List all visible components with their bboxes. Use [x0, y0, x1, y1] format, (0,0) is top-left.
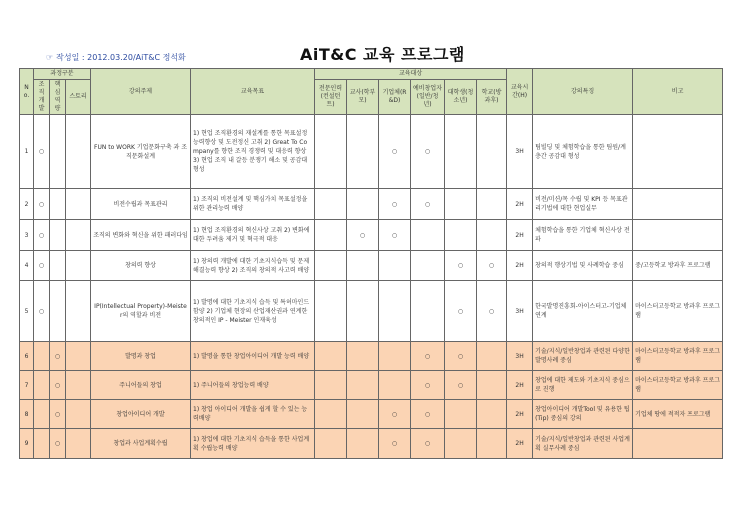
- cell-hours: 3H: [507, 342, 533, 371]
- cell-subject: 창의력 향상: [91, 251, 191, 281]
- col-subject: 강의주제: [91, 69, 191, 115]
- cell-univ: ○: [445, 251, 477, 281]
- col-cat-org: 조직개발: [34, 80, 50, 115]
- cell-univ: ○: [445, 281, 477, 342]
- cell-subject: 창업아이디어 개발: [91, 400, 191, 429]
- cell-univ: ○: [445, 371, 477, 400]
- cell-expert: [315, 115, 347, 189]
- cell-story: [66, 115, 91, 189]
- cell-univ: ○: [445, 342, 477, 371]
- cell-subject: FUN to WORK 기업문화구축 과 조직문화설계: [91, 115, 191, 189]
- cell-corp: [379, 251, 411, 281]
- cell-feature: 비전/미션/목 수립 및 KPI 등 목표관리기법에 대한 현업실무: [533, 189, 633, 220]
- cell-subject: 비전수립과 목표관리: [91, 189, 191, 220]
- cell-school: [477, 371, 507, 400]
- col-cat-core: 핵심역량: [50, 80, 66, 115]
- cell-core: [50, 251, 66, 281]
- cell-hours: 2H: [507, 371, 533, 400]
- col-target-teacher: 교사(학부모): [347, 80, 379, 115]
- cell-org: [34, 342, 50, 371]
- cell-note: [633, 220, 723, 251]
- cell-teacher: [347, 400, 379, 429]
- cell-univ: [445, 400, 477, 429]
- cell-school: ○: [477, 281, 507, 342]
- cell-teacher: [347, 281, 379, 342]
- cell-story: [66, 281, 91, 342]
- cell-hours: 2H: [507, 400, 533, 429]
- cell-story: [66, 400, 91, 429]
- cell-expert: [315, 400, 347, 429]
- col-target: 교육대상: [315, 69, 507, 80]
- col-target-school: 학교(방과후): [477, 80, 507, 115]
- table-row: [20, 429, 723, 459]
- cell-school: [477, 220, 507, 251]
- cell-feature: 기술/지식/일반창업과 관련된 사업계획 실무사례 중심: [533, 429, 633, 459]
- cell-founder: ○: [411, 429, 445, 459]
- cell-hours: 2H: [507, 429, 533, 459]
- cell-teacher: [347, 429, 379, 459]
- cell-no: 5: [20, 281, 34, 342]
- cell-no: 3: [20, 220, 34, 251]
- col-goal: 교육목표: [191, 69, 315, 115]
- cell-goal: 1) 조직의 비전설계 및 핵심가치 목표설정을 위한 관리능력 배양: [191, 189, 315, 220]
- cell-core: ○: [50, 400, 66, 429]
- col-target-univ: 대학생(청소년): [445, 80, 477, 115]
- cell-note: 기업체 땅에 적적자 프로그램: [633, 400, 723, 429]
- table-row: [20, 220, 723, 251]
- table-row: [20, 342, 723, 371]
- cell-subject: 발명과 창업: [91, 342, 191, 371]
- cell-hours: 3H: [507, 115, 533, 189]
- table-row: [20, 189, 723, 220]
- cell-org: [34, 371, 50, 400]
- cell-story: [66, 429, 91, 459]
- cell-school: ○: [477, 251, 507, 281]
- cell-teacher: [347, 251, 379, 281]
- cell-hours: 2H: [507, 220, 533, 251]
- cell-feature: 한국발명진흥회-아이스터고-기업체 연계: [533, 281, 633, 342]
- cell-school: [477, 189, 507, 220]
- cell-org: [34, 429, 50, 459]
- cell-hours: 3H: [507, 281, 533, 342]
- cell-org: ○: [34, 251, 50, 281]
- cell-corp: ○: [379, 429, 411, 459]
- cell-subject: 창업과 사업계획수립: [91, 429, 191, 459]
- cell-teacher: [347, 115, 379, 189]
- header-row-1: [20, 69, 723, 80]
- cell-note: 중/고등학교 방과후 프로그램: [633, 251, 723, 281]
- cell-story: [66, 342, 91, 371]
- cell-goal: 1) 발명에 대한 기초지식 습득 및 특허마인드 함양 2) 기업체 현장의 산업재산권과 연계한 창의적인 IP - Meister 인재육성: [191, 281, 315, 342]
- cell-goal: 1) 현업 조직환경의 재설계를 통한 목표설정 능력향상 및 도전정신 고취 2) Great To Company를 향한 조직 경쟁력 및 대응력 향상 3) 현업 조직 내 갈등 분쟁기 해소 및 공감대 형성: [191, 115, 315, 189]
- cell-expert: [315, 371, 347, 400]
- cell-no: 8: [20, 400, 34, 429]
- cell-no: 9: [20, 429, 34, 459]
- cell-note: [633, 115, 723, 189]
- cell-expert: [315, 342, 347, 371]
- table-row: [20, 400, 723, 429]
- cell-univ: [445, 429, 477, 459]
- cell-note: [633, 429, 723, 459]
- cell-goal: 1) 주니어들의 창업능력 배양: [191, 371, 315, 400]
- cell-feature: 기술/지식/일반창업과 관련된 다양한 발명사례 중심: [533, 342, 633, 371]
- cell-founder: ○: [411, 115, 445, 189]
- col-target-expert: 전문인력(컨설턴트): [315, 80, 347, 115]
- cell-hours: 2H: [507, 189, 533, 220]
- cell-feature: 창의적 행상기법 및 사례학습 중심: [533, 251, 633, 281]
- cell-school: [477, 429, 507, 459]
- cell-corp: [379, 342, 411, 371]
- cell-story: [66, 189, 91, 220]
- col-category: 과정구분: [34, 69, 91, 80]
- cell-goal: 1) 창업 아이디어 개발을 쉽게 할 수 있는 능력배양: [191, 400, 315, 429]
- cell-note: 마이스터고등학교 방과후 프로그램: [633, 281, 723, 342]
- col-note: 비고: [633, 69, 723, 115]
- page-title: AiT&C 교육 프로그램: [300, 45, 465, 64]
- cell-teacher: [347, 371, 379, 400]
- cell-core: ○: [50, 429, 66, 459]
- program-table: [19, 68, 723, 459]
- table-row: [20, 251, 723, 281]
- cell-founder: ○: [411, 189, 445, 220]
- col-cat-story: 스토리: [66, 80, 91, 115]
- cell-feature: 체험학습을 통한 기업체 혁신사상 전파: [533, 220, 633, 251]
- cell-corp: ○: [379, 189, 411, 220]
- cell-corp: ○: [379, 220, 411, 251]
- cell-teacher: ○: [347, 220, 379, 251]
- cell-goal: 1) 발명을 통한 창업아이디어 개발 능력 배양: [191, 342, 315, 371]
- cell-corp: ○: [379, 400, 411, 429]
- cell-org: ○: [34, 115, 50, 189]
- cell-expert: [315, 429, 347, 459]
- cell-goal: 1) 창의력 개발에 대한 기초지식습득 및 문제해결능력 향상 2) 조직의 창의적 사고력 배양: [191, 251, 315, 281]
- cell-founder: ○: [411, 400, 445, 429]
- cell-no: 6: [20, 342, 34, 371]
- cell-subject: IP(Intellectual Property)-Meister의 역할과 비전: [91, 281, 191, 342]
- cell-expert: [315, 220, 347, 251]
- cell-teacher: [347, 342, 379, 371]
- cell-school: [477, 400, 507, 429]
- cell-feature: 창업에 대한 제도와 기초지식 중심으로 진행: [533, 371, 633, 400]
- cell-univ: [445, 115, 477, 189]
- cell-goal: 1) 창업에 대한 기초지식 습득을 통한 사업계획 수립능력 배양: [191, 429, 315, 459]
- cell-founder: [411, 281, 445, 342]
- cell-corp: [379, 281, 411, 342]
- col-no: No.: [20, 69, 34, 115]
- cell-school: [477, 115, 507, 189]
- col-target-founder: 예비창업자(일반/청년): [411, 80, 445, 115]
- author-note-text: 작성일 : 2012.03.20/AiT&C 정석화: [56, 53, 186, 62]
- col-hours: 교육시간(H): [507, 69, 533, 115]
- cell-note: [633, 189, 723, 220]
- cell-expert: [315, 281, 347, 342]
- cell-core: ○: [50, 342, 66, 371]
- cell-org: ○: [34, 281, 50, 342]
- cell-org: ○: [34, 220, 50, 251]
- cell-expert: [315, 189, 347, 220]
- table-row: [20, 371, 723, 400]
- cell-univ: [445, 189, 477, 220]
- cell-corp: [379, 371, 411, 400]
- cell-founder: [411, 220, 445, 251]
- cell-expert: [315, 251, 347, 281]
- table-row: [20, 115, 723, 189]
- cell-core: ○: [50, 371, 66, 400]
- cell-core: [50, 115, 66, 189]
- cell-founder: ○: [411, 342, 445, 371]
- cell-school: [477, 342, 507, 371]
- cell-core: [50, 220, 66, 251]
- cell-core: [50, 189, 66, 220]
- cell-no: 2: [20, 189, 34, 220]
- cell-no: 7: [20, 371, 34, 400]
- cell-note: 마이스터고등학교 방과후 프로그램: [633, 371, 723, 400]
- cell-subject: 조직의 변화와 혁신을 위한 패러다임: [91, 220, 191, 251]
- cell-story: [66, 220, 91, 251]
- author-note: [46, 52, 186, 63]
- pointing-hand-icon: ☞: [46, 53, 54, 62]
- col-target-corp: 기업체(R&D): [379, 80, 411, 115]
- table-row: [20, 281, 723, 342]
- cell-teacher: [347, 189, 379, 220]
- cell-goal: 1) 현업 조직환경의 혁신사상 고취 2) 변화에 대한 두려움 제거 및 혁극적 대응: [191, 220, 315, 251]
- cell-no: 4: [20, 251, 34, 281]
- cell-univ: [445, 220, 477, 251]
- col-feature: 강의특징: [533, 69, 633, 115]
- cell-story: [66, 371, 91, 400]
- cell-founder: [411, 251, 445, 281]
- cell-founder: ○: [411, 371, 445, 400]
- cell-corp: ○: [379, 115, 411, 189]
- cell-feature: 팀빌딩 및 체험학습을 통한 팀원/계층간 공감대 형성: [533, 115, 633, 189]
- cell-subject: 주니어들의 창업: [91, 371, 191, 400]
- cell-feature: 창업아이디어 개발Tool 및 유용한 팁(Tip) 중심의 강의: [533, 400, 633, 429]
- cell-org: [34, 400, 50, 429]
- cell-note: 마이스터고등학교 방과후 프로그램: [633, 342, 723, 371]
- cell-no: 1: [20, 115, 34, 189]
- cell-org: ○: [34, 189, 50, 220]
- cell-hours: 2H: [507, 251, 533, 281]
- cell-core: [50, 281, 66, 342]
- cell-story: [66, 251, 91, 281]
